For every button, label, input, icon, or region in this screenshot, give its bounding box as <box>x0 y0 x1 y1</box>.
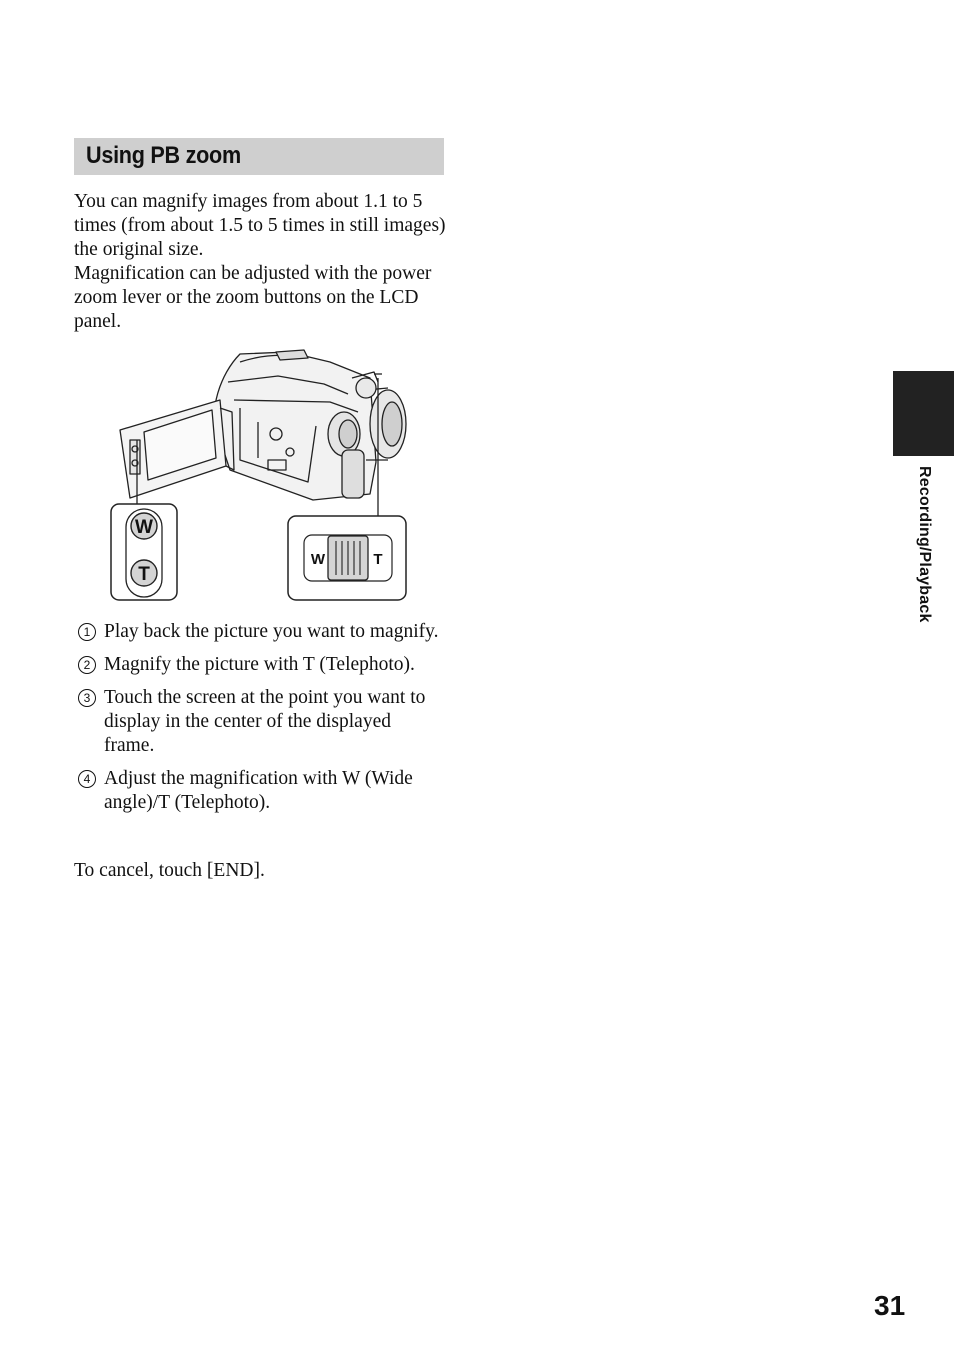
intro-paragraph-2: Magnification can be adjusted with the power zoom lever or the zoom buttons on the LCD panel. <box>74 263 432 332</box>
step-text-4: Adjust the magnification with W (Wide angle)/T (Telephoto). <box>104 768 413 813</box>
step-number-4: 4 <box>78 770 96 788</box>
step-3 <box>74 686 446 758</box>
step-text-2: Magnify the picture with T (Telephoto). <box>104 654 415 675</box>
step-number-3: 3 <box>78 689 96 707</box>
page-number: 31 <box>874 1290 906 1321</box>
step-number-2: 2 <box>78 656 96 674</box>
camcorder-illustration <box>108 342 412 604</box>
section-header <box>74 138 444 175</box>
intro-paragraph-1: You can magnify images from about 1.1 to 5 times (from about 1.5 to 5 times in still images) the original size. <box>74 191 446 260</box>
lever-w-label: W <box>310 551 326 568</box>
step-2 <box>74 653 446 677</box>
intro-text <box>74 190 446 334</box>
zoom-w-button-label: W <box>135 517 153 538</box>
zoom-t-button-label: T <box>138 564 150 585</box>
camcorder-drawing <box>108 342 412 604</box>
step-number-1: 1 <box>78 623 96 641</box>
zoom-buttons-callout <box>111 504 177 600</box>
step-4 <box>74 767 446 815</box>
chapter-tab-marker <box>893 371 954 456</box>
steps-list <box>74 620 446 824</box>
step-text-3: Touch the screen at the point you want to display in the center of the displayed frame. <box>104 687 426 756</box>
cancel-note: To cancel, touch [END]. <box>74 860 265 881</box>
step-1 <box>74 620 446 644</box>
chapter-tab-label: Recording/Playback <box>916 466 933 623</box>
section-title: Using PB zoom <box>86 142 241 169</box>
power-zoom-lever-callout <box>288 516 406 600</box>
lever-t-label: T <box>373 551 383 568</box>
step-text-1: Play back the picture you want to magnify. <box>104 621 439 642</box>
